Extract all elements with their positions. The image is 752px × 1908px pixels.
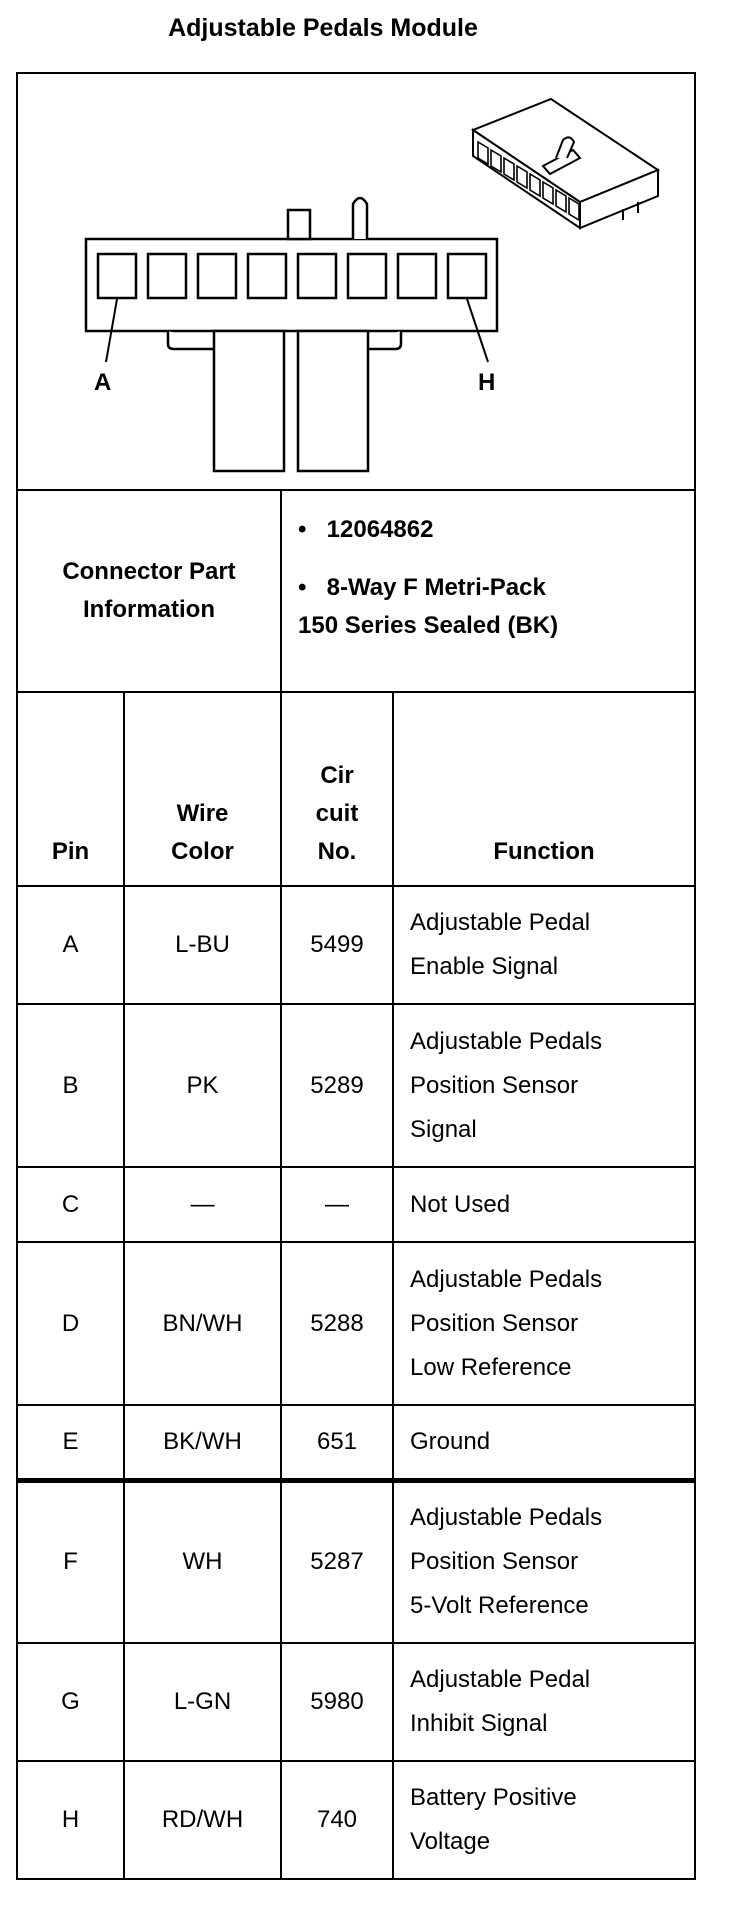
- table-row: [17, 1643, 695, 1761]
- pin-cavity: [398, 254, 436, 298]
- connector-info-text: Connector Part Information: [62, 558, 236, 623]
- pin-cavity: [198, 254, 236, 298]
- pin-cell: D: [17, 1242, 124, 1405]
- pin-cell: F: [17, 1480, 124, 1643]
- circuit-cell: —: [281, 1167, 393, 1242]
- function-cell: Battery Positive Voltage: [393, 1761, 695, 1879]
- table-row: [17, 1004, 695, 1167]
- pin-cell: H: [17, 1761, 124, 1879]
- wire-color-cell: L-GN: [124, 1643, 281, 1761]
- pin-cavity: [148, 254, 186, 298]
- wire-color-cell: BK/WH: [124, 1405, 281, 1480]
- pin-label-h: H: [478, 369, 496, 396]
- circuit-cell: 5289: [281, 1004, 393, 1167]
- wire-color-cell: WH: [124, 1480, 281, 1643]
- table-row: [17, 1480, 695, 1643]
- pin-cavity: [448, 254, 486, 298]
- wire-harness-left: [214, 331, 284, 471]
- circuit-cell: 651: [281, 1405, 393, 1480]
- connector-diagram-cell: [17, 73, 695, 490]
- header-pin: Pin: [17, 692, 124, 886]
- pin-cavity: [248, 254, 286, 298]
- function-cell: Adjustable Pedal Enable Signal: [393, 886, 695, 1004]
- pin-cavity: [348, 254, 386, 298]
- pin-label-a: A: [94, 369, 112, 396]
- table-row: [17, 1405, 695, 1480]
- connector-diagram: [18, 74, 696, 489]
- connector-type-line2: 150 Series Sealed (BK): [298, 612, 559, 639]
- function-cell: Adjustable Pedals Position Sensor 5-Volt Reference: [393, 1480, 695, 1643]
- function-cell: Adjustable Pedals Position Sensor Signal: [393, 1004, 695, 1167]
- pin-cell: G: [17, 1643, 124, 1761]
- function-cell: Ground: [393, 1405, 695, 1480]
- wire-color-cell: RD/WH: [124, 1761, 281, 1879]
- pin-cell: A: [17, 886, 124, 1004]
- pin-cell: C: [17, 1167, 124, 1242]
- table-row: [17, 1242, 695, 1405]
- connector-type-line1: 8-Way F Metri-Pack: [326, 574, 546, 601]
- circuit-cell: 5499: [281, 886, 393, 1004]
- pin-cavity: [298, 254, 336, 298]
- circuit-cell: 5980: [281, 1643, 393, 1761]
- header-wire-color: Wire Color: [124, 692, 281, 886]
- part-number: 12064862: [326, 516, 434, 543]
- function-cell: Adjustable Pedals Position Sensor Low Reference: [393, 1242, 695, 1405]
- connector-table: [16, 72, 696, 1880]
- function-cell: Not Used: [393, 1167, 695, 1242]
- connector-part-details: • 12064862 • 8-Way F Metri-Pack 150 Series Sealed (BK): [281, 490, 695, 692]
- table-header-row: [17, 692, 695, 886]
- connector-tab: [288, 210, 310, 239]
- function-cell: Adjustable Pedal Inhibit Signal: [393, 1643, 695, 1761]
- wire-harness-right: [298, 331, 368, 471]
- pin-cell: E: [17, 1405, 124, 1480]
- table-row: [17, 1167, 695, 1242]
- header-circuit-no: Cir cuit No.: [281, 692, 393, 886]
- connector-latch: [353, 198, 367, 239]
- wire-color-cell: —: [124, 1167, 281, 1242]
- wire-color-cell: BN/WH: [124, 1242, 281, 1405]
- pin-cell: B: [17, 1004, 124, 1167]
- circuit-cell: 5288: [281, 1242, 393, 1405]
- connector-info-label: [17, 490, 281, 692]
- pin-cavity: [98, 254, 136, 298]
- wire-color-cell: PK: [124, 1004, 281, 1167]
- table-row: [17, 886, 695, 1004]
- table-row: [17, 1761, 695, 1879]
- connector-iso-view: [473, 99, 658, 228]
- circuit-cell: 740: [281, 1761, 393, 1879]
- header-function: Function: [393, 692, 695, 886]
- wire-color-cell: L-BU: [124, 886, 281, 1004]
- page-title: Adjustable Pedals Module: [168, 14, 478, 42]
- circuit-cell: 5287: [281, 1480, 393, 1643]
